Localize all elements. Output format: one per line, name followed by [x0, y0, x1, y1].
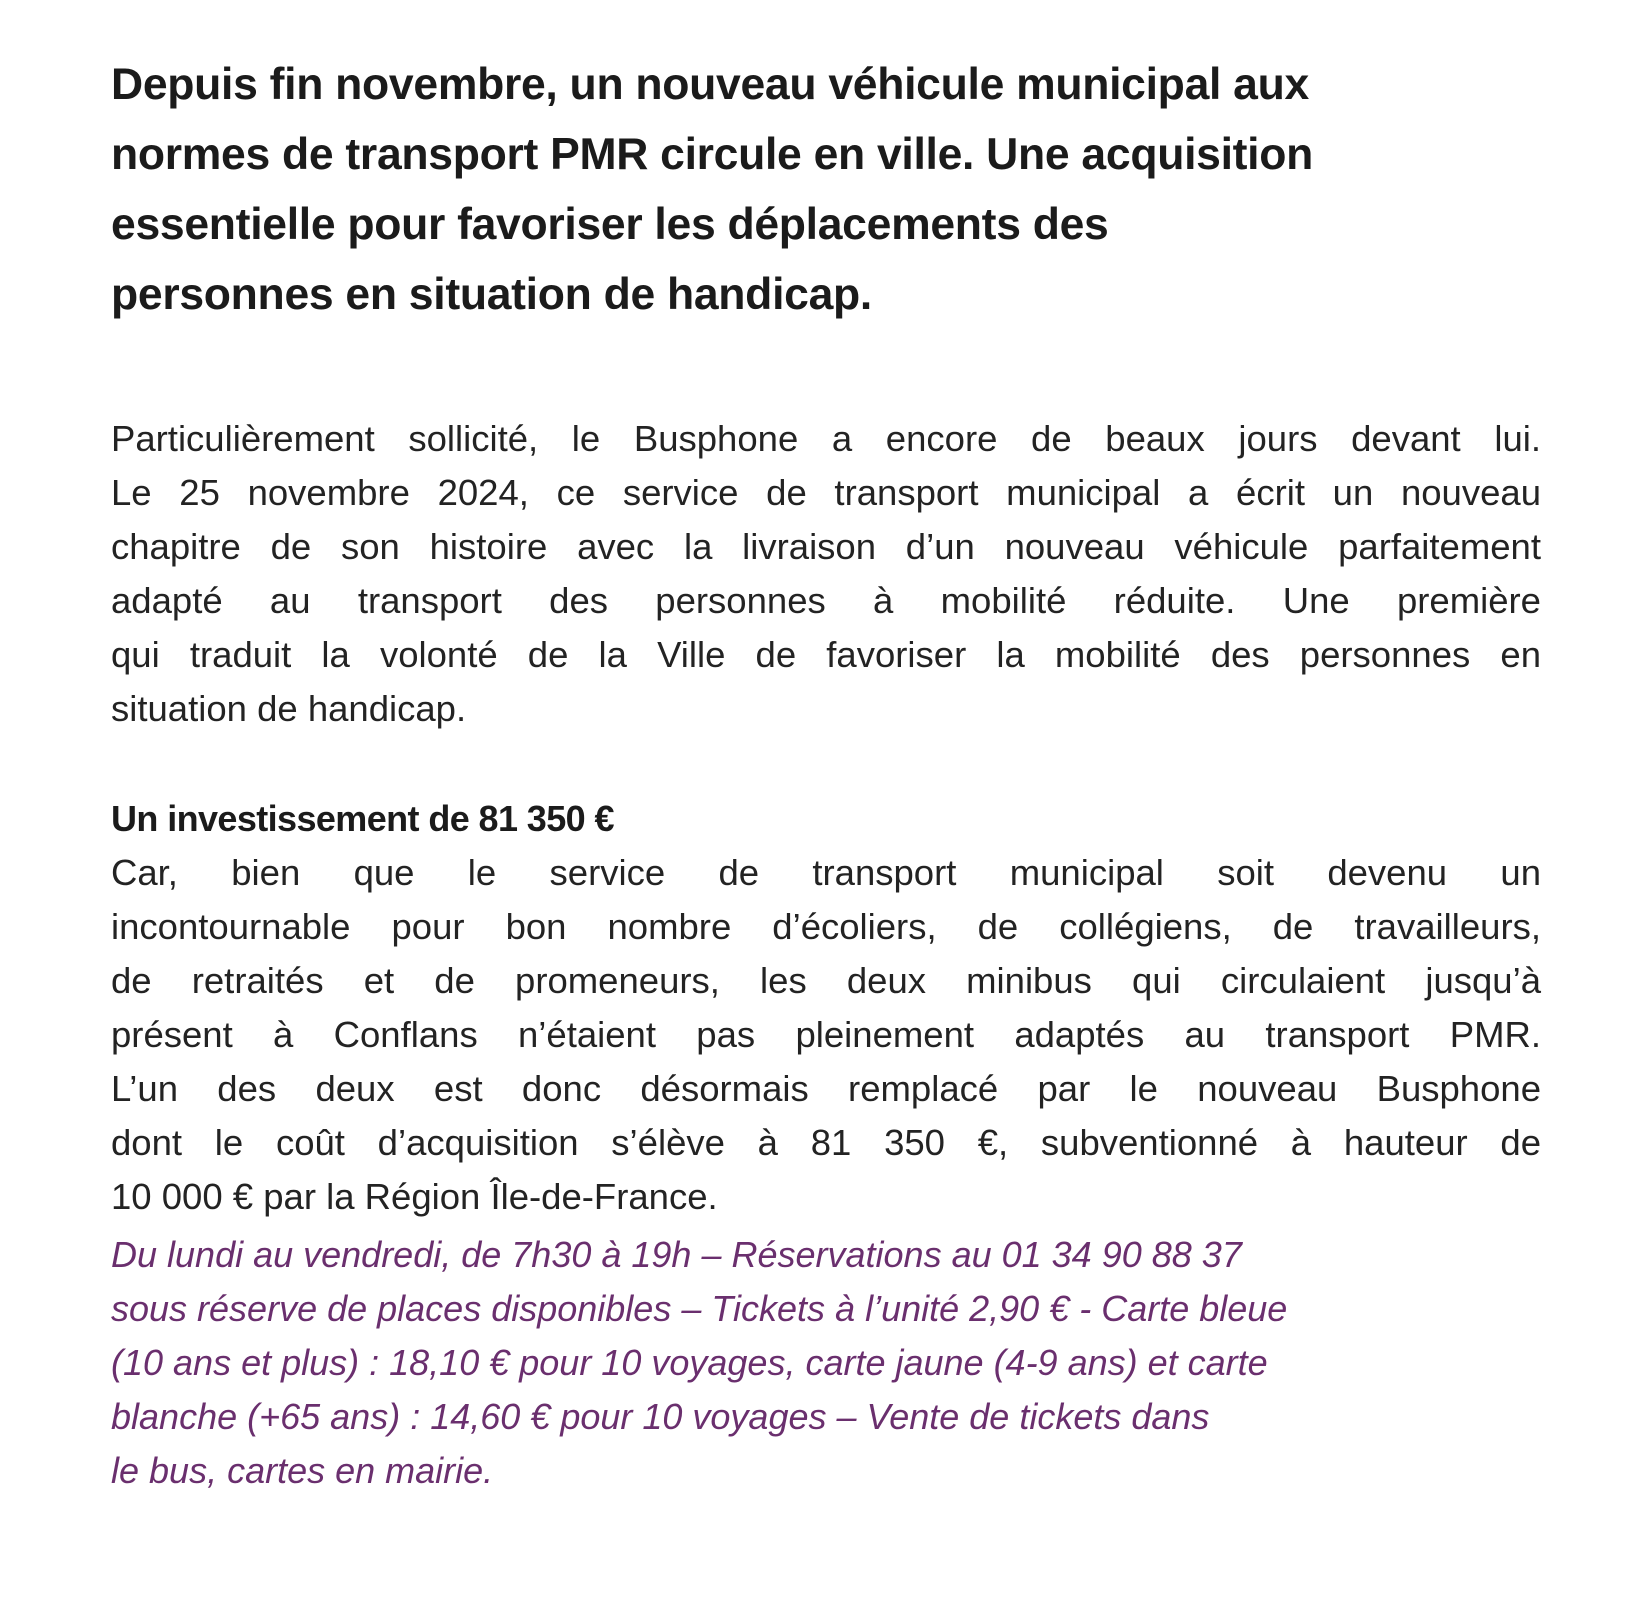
lead-line: Depuis fin novembre, un nouveau véhicule municipal aux [111, 60, 1309, 109]
intro-line: Particulièrement sollicité, le Busphone a encore de beaux jours devant lui. [111, 418, 1541, 459]
intro-line: qui traduit la volonté de la Ville de favoriser la mobilité des personnes en [111, 634, 1541, 675]
intro-line: chapitre de son histoire avec la livraison d’un nouveau véhicule parfaitement [111, 526, 1541, 567]
info-line: Du lundi au vendredi, de 7h30 à 19h – Réservations au 01 34 90 88 37 [111, 1234, 1242, 1275]
article [111, 50, 1541, 1534]
intro-line: Le 25 novembre 2024, ce service de transport municipal a écrit un nouveau [111, 472, 1541, 513]
body-line: incontournable pour bon nombre d’écoliers, de collégiens, de travailleurs, [111, 906, 1541, 947]
article-lead [111, 50, 1541, 330]
info-line: sous réserve de places disponibles – Tickets à l’unité 2,90 € - Carte bleue [111, 1288, 1288, 1329]
body-line: Car, bien que le service de transport municipal soit devenu un [111, 852, 1541, 893]
info-line: (10 ans et plus) : 18,10 € pour 10 voyages, carte jaune (4-9 ans) et carte [111, 1342, 1268, 1383]
body-line: L’un des deux est donc désormais remplacé par le nouveau Busphone [111, 1068, 1541, 1109]
lead-line: personnes en situation de handicap. [111, 270, 872, 319]
intro-paragraph [111, 412, 1541, 736]
body-line: de retraités et de promeneurs, les deux minibus qui circulaient jusqu’à [111, 960, 1541, 1001]
body-line: présent à Conflans n’étaient pas pleinement adaptés au transport PMR. [111, 1014, 1541, 1055]
body-paragraph [111, 846, 1541, 1224]
section-heading: Un investissement de 81 350 € [111, 798, 614, 839]
intro-line: situation de handicap. [111, 688, 467, 729]
info-line: blanche (+65 ans) : 14,60 € pour 10 voyages – Vente de tickets dans [111, 1396, 1210, 1437]
body-line: dont le coût d’acquisition s’élève à 81 350 €, subventionné à hauteur de [111, 1122, 1541, 1163]
body-line: 10 000 € par la Région Île-de-France. [111, 1176, 718, 1217]
lead-line: normes de transport PMR circule en ville. Une acquisition [111, 130, 1314, 179]
info-line: le bus, cartes en mairie. [111, 1450, 494, 1491]
intro-line: adapté au transport des personnes à mobilité réduite. Une première [111, 580, 1541, 621]
lead-line: essentielle pour favoriser les déplacements des [111, 200, 1109, 249]
practical-info [111, 1228, 1541, 1498]
